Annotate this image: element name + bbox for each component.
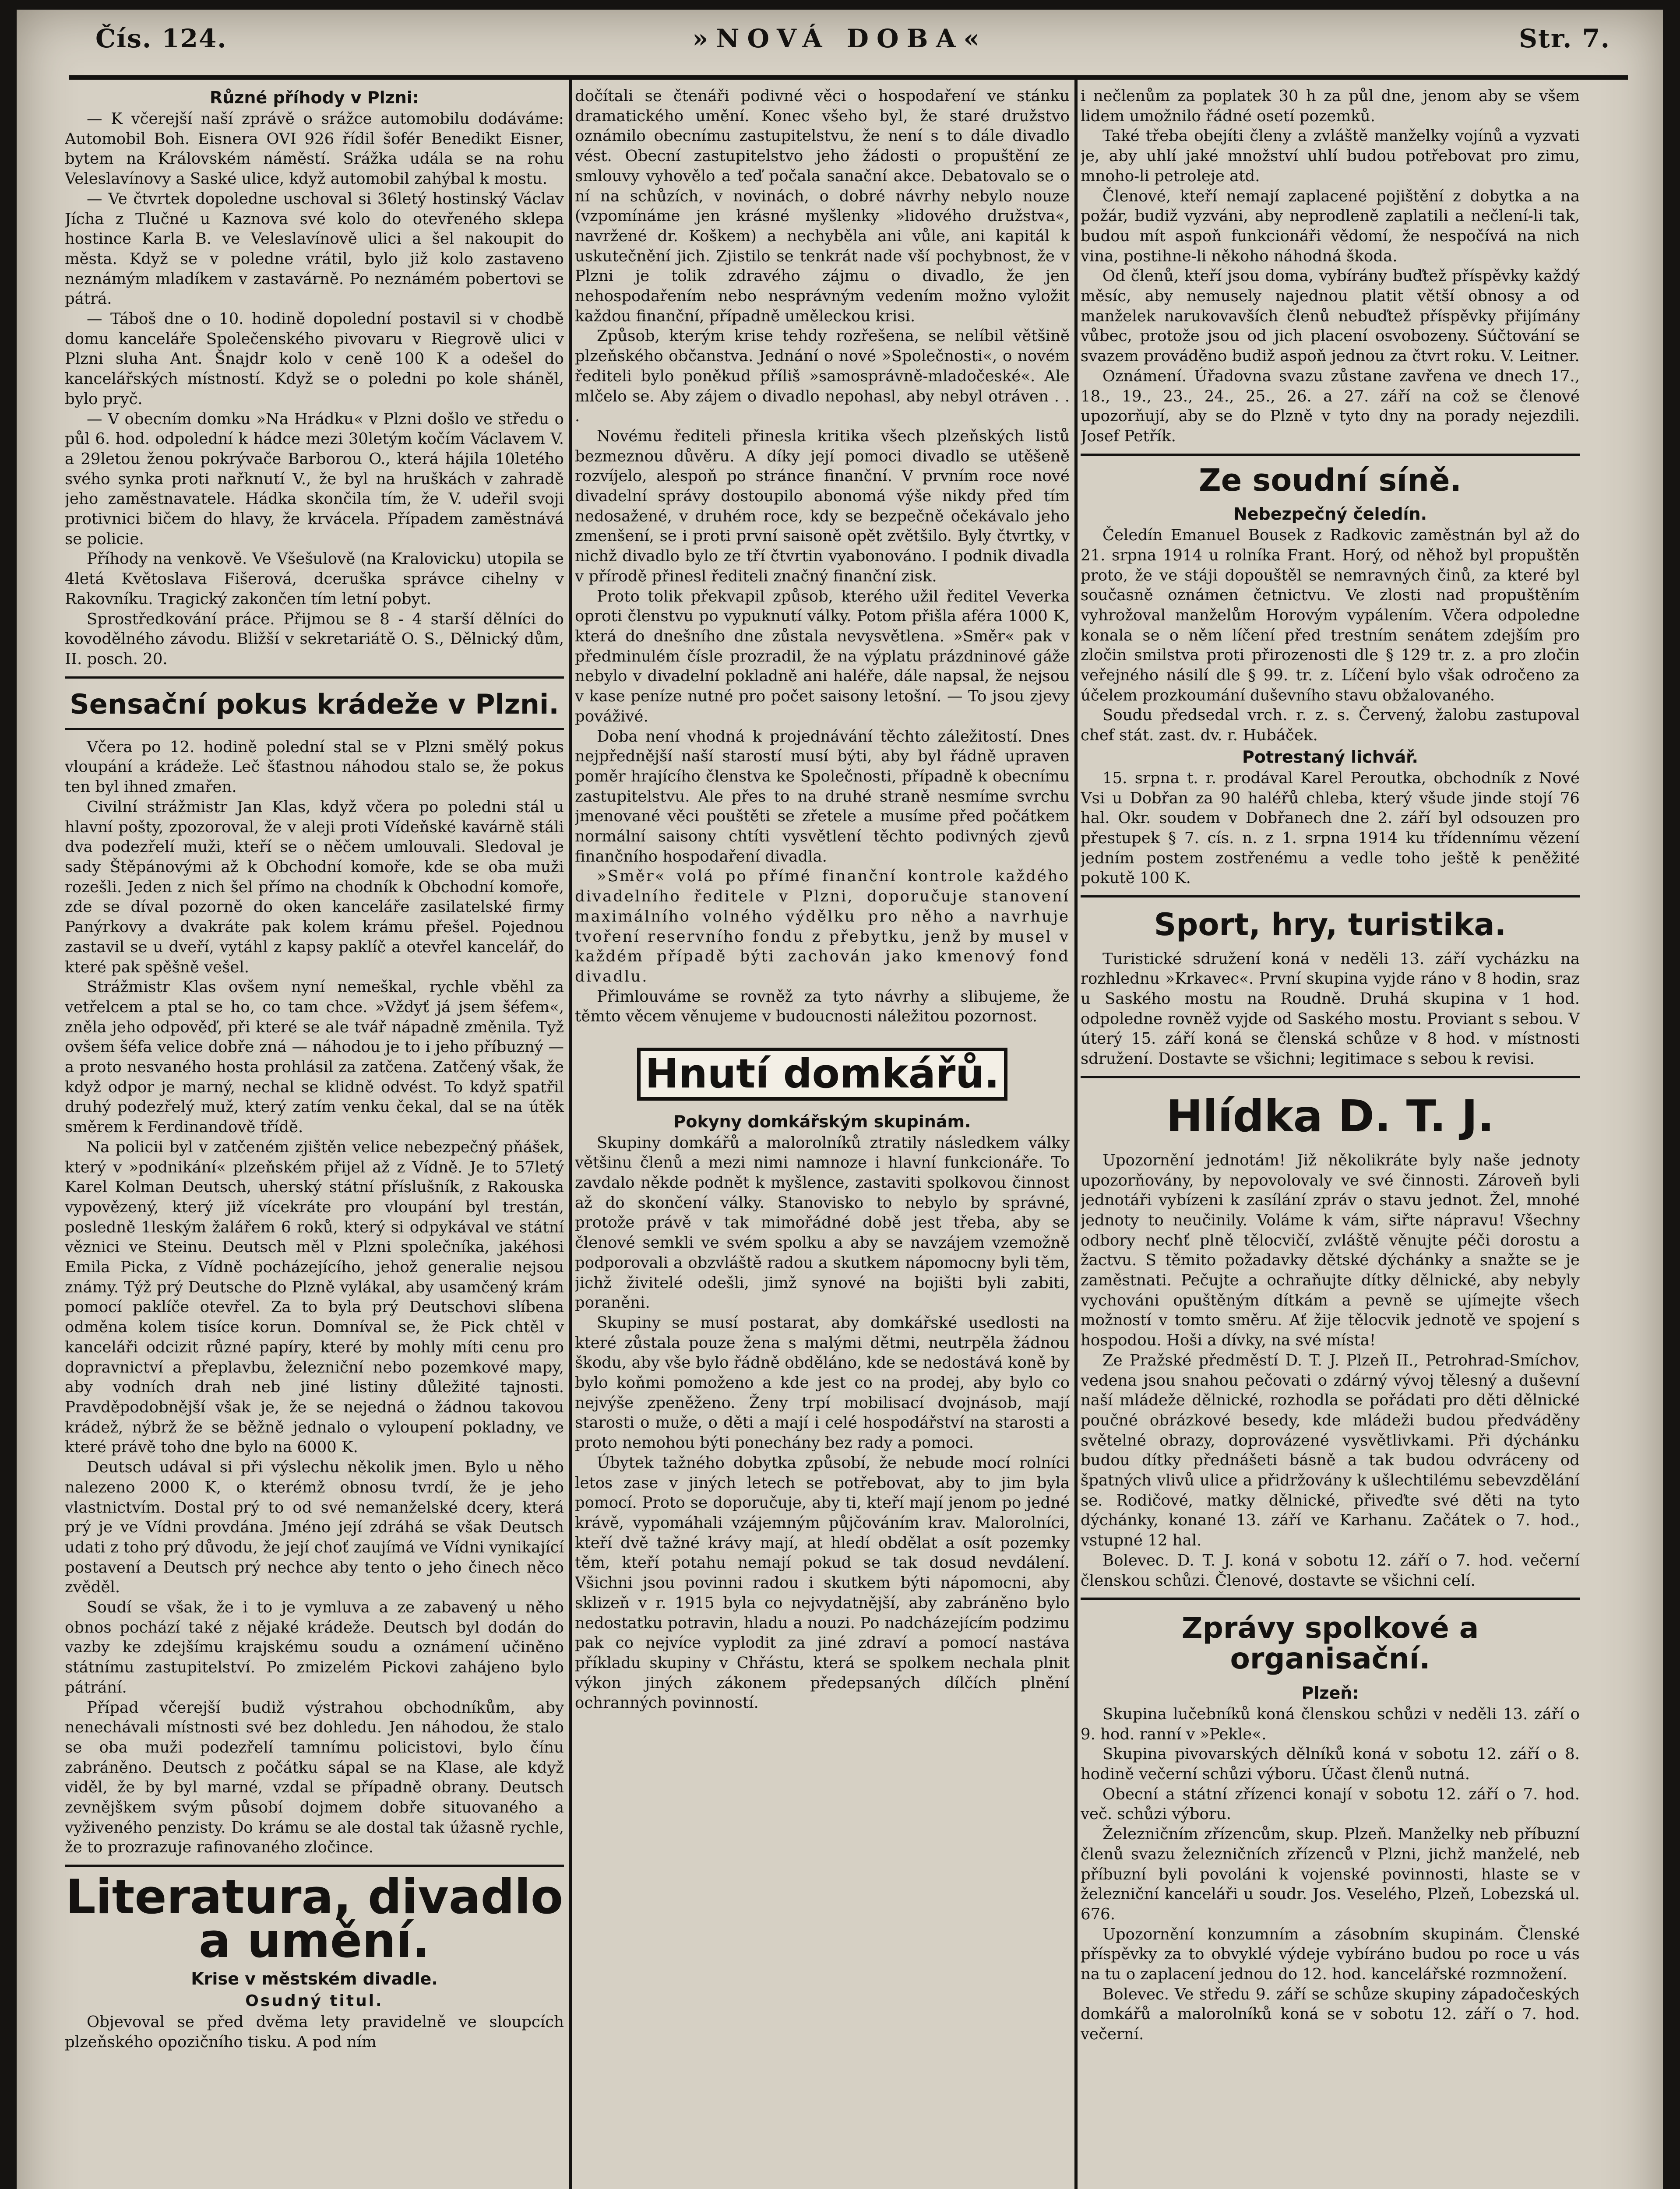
paragraph: Soudu předsedal vrch. r. z. s. Červený, žalobu zastupoval chef stát. zast. dv. r. Hubáček. <box>1081 706 1580 745</box>
paragraph: »Směr« volá po přímé finanční kontrole každého divadelního ředitele v Plzni, doporučuje stanovení maximálního volného výdělku pro něho a navrhuje tvoření reservního fondu z přebytku, jenž by musel v každém případě býti zachován jako kmenový fond divadlu. <box>575 867 1070 985</box>
column-1 <box>65 86 564 2189</box>
paragraph: Případ včerejší budiž výstrahou obchodníkům, aby nenechávali místnosti své bez dohledu. Jen náhodou, že stalo se oba muži podezřelí tamnímu policistovi, bylo čínu zabráněno. Deutsch z počátku sápal se na Klase, ale když viděl, že by byl marné, vzdal se případně obrany. Deutsch zevnějškem svým působí dojmem dobře situovaného a vyživeného penzisty. Do krámu se ale dostal tak úžasně rychle, že to prozrazuje rafinovaného zločince. <box>65 1698 564 1857</box>
paragraph: Skupiny domkářů a malorolníků ztratily následkem války většinu členů a mezi nimi namnoze i hlavní funkcionáře. To zavdalo někde podnět k myšlence, zastaviti spolkovou činnost až do skončení války. Stanovisko to nebylo by správné, protože právě v tak mimořádné době jest třeba, aby se členové semkli ve svém spolku a aby se navzájem vzemožně podporovali a obzvláště radou a skutkem nápomocny byli těm, jichž živitelé odešli, jimž synové na bojišti byli zabiti, poraněni. <box>575 1133 1070 1312</box>
column-divider <box>569 80 572 2189</box>
divider <box>65 728 564 730</box>
divider <box>1081 454 1580 456</box>
article-title: Pokyny domkářským skupinám. <box>673 1112 971 1131</box>
paragraph: Proto tolik překvapil způsob, kterého užil ředitel Veverka oproti členstvu po vypuknutí války. Potom přišla aféra 1000 K, která do dnešního dne zůstala nevysvětlena. »Směr« pak v předminulém čísle prozradil, že na výplatu prázdninové gáže nebylo v divadelní pokladně ani haléře, dále napsal, že nejsou v kase peníze nutné pro počet saisony letošní. — To jsou zjevy pováživé. <box>575 587 1070 725</box>
headline-box <box>575 1044 1070 1104</box>
paragraph: Skupina lučebníků koná členskou schůzi v neděli 13. září o 9. hod. ranní v »Pekle«. <box>1081 1705 1580 1743</box>
article-title: Krise v městském divadle. <box>191 1969 438 1989</box>
paragraph: dočítali se čtenáři podivné věci o hospodaření ve stánku dramatického umění. Konec všeho byl, že staré družstvo oznámilo obecnímu zastupitelstvu, že není s to dále divadlo vést. Obecní zastupitelstvo jeho žádosti o propuštění ze smlouvy vyhovělo a teď počala sanační akce. Debatovalo se o ní na schůzích, v novinách, o dobré návrhy nebylo nouze (vzpomínáme jen krásné myšlenky »lidového družstva«, navržené dr. Koškem) a nechyběla ani vůle, ani kapitál k uskutečnění jich. Zjistilo se tenkrát nade vší pochybnost, že v Plzni je tolik zdravého zájmu o divadlo, že jen nehospodařením nebo nesprávným vedením možno vyložit každou finanční, případně uměleckou krisi. <box>575 87 1070 325</box>
masthead-rule <box>69 75 1628 80</box>
article-title: Potrestaný lichvář. <box>1242 747 1418 767</box>
column-2 <box>575 86 1070 2189</box>
paragraph: Čeledín Emanuel Bousek z Radkovic zaměstnán byl až do 21. srpna 1914 u rolníka Frant. Horý, od něhož byl propuštěn proto, že ve stáji dopouštěl se nemravných činů, za které byl současně oznámen četnictvu. Ve zlosti nad propuštěním vyhrožoval manželům Horovým vypálením. Včera odpoledne konala se o něm líčení před trestním senátem zdejším pro zločin smilstva proti přirozenosti dle § 129 tr. z. a pro zločin veřejného násilí dle § 99. tr. z. Líčení bylo však odročeno za účelem prozkoumání duševního stavu obžalovaného. <box>1081 526 1580 704</box>
page-number: Str. 7. <box>1519 24 1610 53</box>
paragraph: — K včerejší naší zprávě o srážce automobilu dodáváme: Automobil Boh. Eisnera OVI 926 řídil šofér Benedikt Eisner, bytem na Královském náměstí. Srážka udála se na rohu Veleslavínovy a Saské ulice, když automobil zahýbal k mostu. <box>65 110 564 188</box>
paragraph: Oznámení. Úřadovna svazu zůstane zavřena ve dnech 17., 18., 19., 23., 24., 25., 26. a 27. září na což se členové upozorňují, aby se do Plzně v tyto dny na porady nejezdili. Josef Petřík. <box>1081 367 1580 445</box>
headline-soudni-sin: Ze soudní síně. <box>1198 462 1462 498</box>
paragraph: — Ve čtvrtek dopoledne uschoval si 36letý hostinský Václav Jícha z Tlučné u Kaznova své kolo do otevřeného sklepa hostince Karla B. ve Veleslavínově ulici a šel nakoupit do města. Když se v poledne vrátil, bylo již kolo zastaveno neznámým mladíkem v zastavárně. Po neznámém pobertovi se pátrá. <box>65 190 564 308</box>
paragraph: Doba není vhodná k projednávání těchto záležitostí. Dnes nejpřednější naší starostí musí býti, aby byl řádně upraven poměr hrajícího členstva ke Společnosti, případně k obecnímu zastupitelstvu. Ale přes to na druhé straně nesmíme svrchu jmenované věci pouštěti se zřetele a musíme před počátkem normální saisony chtíti vysvětlení těchto podivných zjevů finančního hospodaření divadla. <box>575 727 1070 866</box>
paragraph: Deutsch udával si při výslechu několik jmen. Bylo u něho nalezeno 2000 K, o kterémž obnosu tvrdí, že je jeho vlastnictvím. Dostal prý to od své nemanželské dcery, která prý je ve Vídni provdána. Jméno její zdráhá se však Deutsch udati z toho prý důvodu, že její choť zaujímá ve Vídni vynikající postavení a Deutsch prý nechce aby tento o jeho činech něco zvěděl. <box>65 1458 564 1597</box>
paragraph: Také třeba obejíti členy a zvláště manželky vojínů a vyzvati je, aby uhlí jaké množství uhlí budou potřebovat pro zimu, mnoho-li petroleje atd. <box>1081 127 1580 185</box>
column-divider <box>1074 80 1078 2189</box>
divider <box>1081 1076 1580 1078</box>
paragraph: Soudí se však, že i to je vymluva a ze zabavený u něho obnos pochází také z nějaké krádeže. Deutsch byl dodán do vazby ke zdejšímu krajskému soudu a oznámení učiněno státnímu zastupitelství. Po zmizelém Pickovi zahájeno bylo pátrání. <box>65 1598 564 1696</box>
headline-line: a umění. <box>198 1914 430 1969</box>
paragraph: Včera po 12. hodině polední stal se v Plzni smělý pokus vloupání a krádeže. Leč šťastnou náhodou stalo se, že pokus ten byl ihned zmařen. <box>65 738 564 796</box>
paragraph: Upozornění jednotám! Již několikráte byly naše jednoty upozorňovány, by nepovolovaly ve své činnosti. Zároveň byli jednotáři vybízeni k zasílání zpráv o stavu jednot. Žel, mnohé jednoty to neučinily. Voláme k vám, siřte nápravu! Všechny odbory nechť plně tělocvičí, zvláště věnujte péči dorostu a žactvu. S těmito požadavky dětské dýchánky a snažte se je zaměstnati. Pečujte a ochraňujte dítky dělnické, aby nebyly vychováni opuštěným dítkám a pevně se ujímejte všech možností v tomto směru. Ať žije tělocvik jednotě ve spojení s hospodou. Hoši a dívky, na své místa! <box>1081 1151 1580 1350</box>
headline-hlidka-dtj: Hlídka D. T. J. <box>1166 1090 1494 1142</box>
column-3 <box>1081 86 1580 2189</box>
headline-literatura <box>65 1870 564 1969</box>
paragraph: Bolevec. D. T. J. koná v sobotu 12. září o 7. hod. večerní členskou schůzi. Členové, dostavte se všichni celí. <box>1081 1551 1580 1590</box>
masthead <box>17 10 1663 84</box>
paragraph: Turistické sdružení koná v neděli 13. září vycházku na rozhlednu »Krkavec«. První skupina vyjde ráno v 8 hodin, sraz u Saského mostu na Roudně. Druhá skupina v 1 hod. odpoledne rovněž vyjde od Saského mostu. Proviant s sebou. V úterý 15. září koná se členská schůze v 8 hod. v místnosti sdružení. Dostavte se všichni; legitimace s sebou k revisi. <box>1081 950 1580 1068</box>
paragraph: Skupiny se musí postarat, aby domkářské usedlosti na které zůstala pouze žena s malými dětmi, neutrpěla žádnou škodu, aby vše bylo řádně obděláno, kde se nedostává koně by bylo koňmi pomoženo a kde jest co na prodej, aby bylo co nejvýše zpeněženo. Ženy trpí mobilisací dvojnásob, mají starosti o muže, o děti a mají i celé hospodářství na starosti a proto nemohou býti ponechány bez rady a pomoci. <box>575 1313 1070 1452</box>
paragraph: Bolevec. Ve středu 9. září se schůze skupiny západočeských domkářů a malorolníků koná se v sobotu 12. září o 7. hod. večerní. <box>1081 1985 1580 2044</box>
issue-number: Čís. 124. <box>95 24 227 53</box>
headline-line: Literatura, divadlo <box>65 1870 564 1925</box>
paragraph: Skupina pivovarských dělníků koná v sobotu 12. září o 8. hodině večerní schůzi výboru. Účast členů nutná. <box>1081 1745 1580 1783</box>
headline-hnuti-domkaru: Hnutí domkářů. <box>637 1048 1007 1101</box>
paragraph: Způsob, kterým krise tehdy rozřešena, se nelíbil většině plzeňského občanstva. Jednání o nové »Společnosti«, o novém řediteli bylo poněkud příliš »samosprávně-mladočeské«. Ale mlčelo se. Aby zájem o divadlo nepohasl, aby nebyl otráven . . . <box>575 327 1070 426</box>
divider <box>65 676 564 679</box>
paragraph: — V obecním domku »Na Hrádku« v Plzni došlo ve středu o půl 6. hod. odpolední k hádce mezi 30letým kočím Václavem V. a 29letou ženou pokrývače Barborou O., která hájila 10letého svého synka proti nařknutí V., že byl na hruškách v zahradě jeho zaměstnavatele. Hádka skončila tím, že V. udeřil svoji protivnici bičem do hlavy, že krvácela. Případem zaměstnává se policie. <box>65 410 564 548</box>
paragraph: Sprostředkování práce. Přijmou se 8 - 4 starší dělníci do kovodělného závodu. Bližší v sekretariátě O. S., Dělnický dům, II. posch. 20. <box>65 610 564 668</box>
divider <box>1081 1598 1580 1600</box>
headline-zpravy-spolkove: Zprávy spolkové a organisační. <box>1181 1611 1479 1675</box>
paragraph: Obecní a státní zřízenci konají v sobotu 12. září o 7. hod. več. schůzi výboru. <box>1081 1785 1580 1823</box>
paragraph: Železničním zřízencům, skup. Plzeň. Manželky neb příbuzní členů svazu železničních zřízenců v Plzni, jichž manželé, neb příbuzní byli povoláni k vojenské povinnosti, hlaste se v železniční kanceláři u soudr. Jos. Veselého, Plzeň, Lobezská ul. 676. <box>1081 1825 1580 1923</box>
newspaper-page <box>17 10 1663 2189</box>
section-subheading: Plzeň: <box>1301 1683 1359 1703</box>
paragraph: Ze Pražské předměstí D. T. J. Plzeň II., Petrohrad-Smíchov, vedena jsou snahou pečovati o zdárný vývoj tělesný a duševní naší mládeže dělnické, rozhodla se pořádati pro děti dělnické poučné obrázkové besedy, kde mládeži budou předváděny světelné obrazy, doprovázené vysvětlivkami. Při dýchánku budou dítky přednášeti básně a tak budou odvráceny od špatných vlivů ulice a přidržovány k ušlechtilému sebevzdělání se. Rodičové, matky dělnické, přiveďte své děti na tyto dýchánky, konané 13. září ve Karhanu. Začátek o 7. hod., vstupné 12 hal. <box>1081 1351 1580 1550</box>
paragraph: Novému řediteli přinesla kritika všech plzeňských listů bezmeznou důvěru. A díky její pomoci divadlo se utěšeně rozvíjelo, alespoň po stránce finanční. V prvním roce nové divadelní správy dostoupilo abonomá výše nikdy před tím nedosažené, v druhém roce, kdy se bezpečně očekávalo jeho zmenšení, se i proti první saisoně opět zvětšilo. Byly čtvrtky, v nichž divadlo bylo ze tří čtvrtin vyabonováno. I podnik divadla v přírodě přinesl řediteli značný finanční zisk. <box>575 427 1070 585</box>
paragraph: Úbytek tažného dobytka způsobí, že nebude mocí rolníci letos zase v jiných letech se potřebovat, aby to jim byla pomocí. Proto se doporučuje, aby ti, kteří mají jenom po jedné krávě, vypomáhali vzájemným půjčováním krav. Malorolníci, kteří dvě tažné krávy mají, at hledí obdělat a osít pozemky těm, kteří potahu nemají pokud se tak dosud nevdálení. Všichni jsou povinni radou i skutkem býti nápomocni, aby sklizeň v r. 1915 byla co nejvydatnější, aby zabráněno bylo nedostatku potravin, hladu a nouzi. Po nadcházejícím podzimu pak co nejvíce vyplodit za jiné zdraví a pomocí nastáva příkladu skupiny v Chřástu, která se spolkem nechala plnit výkon jiných zákonem předepsaných dílčích plnění ochranných povinností. <box>575 1453 1070 1712</box>
paragraph: i nečlenům za poplatek 30 h za půl dne, jenom aby se všem lidem umožnilo řádné osetí pozemků. <box>1081 87 1580 125</box>
divider <box>65 1865 564 1867</box>
paragraph: 15. srpna t. r. prodával Karel Peroutka, obchodník z Nové Vsi u Dobřan za 90 haléřů chleba, který všude jinde stojí 76 hal. Okr. soudem v Dobřanech dne 2. září byl odsouzen pro přestupek § 7. cís. n. z 1. srpna 1914 ku třídennímu vězení jedním postem zostřenému a vedle toho ještě k peněžité pokutě 100 K. <box>1081 769 1580 887</box>
article-subtitle: Osudný titul. <box>245 1992 384 2010</box>
section-heading-ruzne: Různé příhody v Plzni: <box>209 88 419 107</box>
paragraph: Civilní strážmistr Jan Klas, když včera po poledni stál u hlavní pošty, zpozoroval, že v aleji proti Vídeňské kavárně stáli dva podezřelí muži, kteří se o něčem umlouvali. Sledoval je sady Štěpánovými až k Obchodní komoře, kde se oba muži rozešli. Jeden z nich šel přímo na chodník k Obchodní komoře, zde se díval pozorně do oken kanceláře zasilatelské firmy Panýrkovy a dvakráte pak kolem krámu přešel. Pojednou zastavil se u dveří, vytáhl z kapsy paklíč a otevřel kancelář, do které pak spěšně vešel. <box>65 798 564 976</box>
paragraph: Příhody na venkově. Ve Všešulově (na Kralovicku) utopila se 4letá Květoslava Fišerová, dceruška správce cihelny v Rakovníku. Tragický zakončen tím letní pobyt. <box>65 550 564 608</box>
paragraph: Objevoval se před dvěma lety pravidelně ve sloupcích plzeňského opozičního tisku. A pod ním <box>65 2013 564 2051</box>
divider <box>1081 895 1580 897</box>
paragraph: Přimlouváme se rovněž za tyto návrhy a slibujeme, že těmto věcem věnujeme v budoucnosti náležitou pozornost. <box>575 987 1070 1026</box>
headline-sensacni: Sensační pokus krádeže v Plzni. <box>70 688 559 720</box>
paragraph: Na policii byl v zatčeném zjištěn velice nebezpečný pňášek, který v »podnikání« plzeňském přijel až z Vídně. Je to 57letý Karel Kolman Deutsch, uherský státní příslušník, z Rakouska vypovězený, který již vícekráte pro vloupání byl trestán, posledně 1leským žalářem 6 roků, který si odpykával ve státní věznici ve Steinu. Deutsch měl v Plzni společníka, jakéhosi Emila Picka, z Vídně pocházejícího, jehož generalie nejsou známy. Týž prý Deutsche do Plzně vylákal, aby usamčený krám pomocí paklíče otevřel. Za to byla prý Deutschovi slíbena odměna kolem tisíce korun. Domníval se, že Pick chtěl v kanceláři odcizit různé papíry, které by mohly míti cenu pro dopravnictví a přeplavbu, železniční nebo pozemkové mapy, aby vodních drah neb jiné listiny důležité tajnosti. Pravděpodobnější však je, že se nejedná o žádnou takovou krádež, nýbrž že se běžně jednalo o vyloupení pokladny, ve které právě toho dne bylo na 6000 K. <box>65 1138 564 1457</box>
paragraph: — Táboš dne o 10. hodině dopolední postavil si v chodbě domu kanceláře Společenského pivovaru v Riegrově ulici v Plzni sluha Ant. Šnajdr kolo v ceně 100 K a odešel do kancelářských místností. Když se o poledni po kole sháněl, bylo pryč. <box>65 310 564 408</box>
paragraph: Členové, kteří nemají zaplacené pojištění z dobytka a na požár, budiž vyzváni, aby neprodleně zaplatili a nečlení-li tak, budou mít aspoň funkcionáři vědomí, že nespočívá na nich vina, postihne-li někoho náhodná škoda. <box>1081 187 1580 265</box>
headline-sport: Sport, hry, turistika. <box>1154 907 1507 943</box>
paragraph: Strážmistr Klas ovšem nyní nemeškal, rychle vběhl za vetřelcem a ptal se ho, co tam chce. »Vždyť já jsem šéfem«, zněla jeho odpověď, při které se ale tvář nápadně změnila. Tyž ovšem šéfa velice dobře zná — náhodou je to i jeho příbuzný — a proto nesvaného hosta prohlásil za zatčena. Zatčený však, že když odpor je marný, nechal se klidně odvést. To když spatřil druhý podezřelý muž, který zatím venku čekal, dal se na útěk směrem k Ferdinandově třídě. <box>65 978 564 1137</box>
newspaper-title: »NOVÁ DOBA« <box>692 24 987 53</box>
article-title: Nebezpečný čeledín. <box>1233 504 1427 524</box>
paragraph: Od členů, kteří jsou doma, vybírány buďtež příspěvky každý měsíc, aby nemusely najednou platit větší obnosy a od manželek narukovavších členů nebuďtež příspěvky přijímány vůbec, protože jsou od jich placení osvobozeny. Súčtování se svazem prováděno budiž aspoň jednou za čtvrt roku. V. Leitner. <box>1081 267 1580 366</box>
paragraph: Upozornění konzumním a zásobním skupinám. Členské příspěvky za to obvyklé výdeje vybíráno budou po roce u vás na tu o zaplacení jednou do 12. hod. kancelářské rozmnožení. <box>1081 1925 1580 1984</box>
